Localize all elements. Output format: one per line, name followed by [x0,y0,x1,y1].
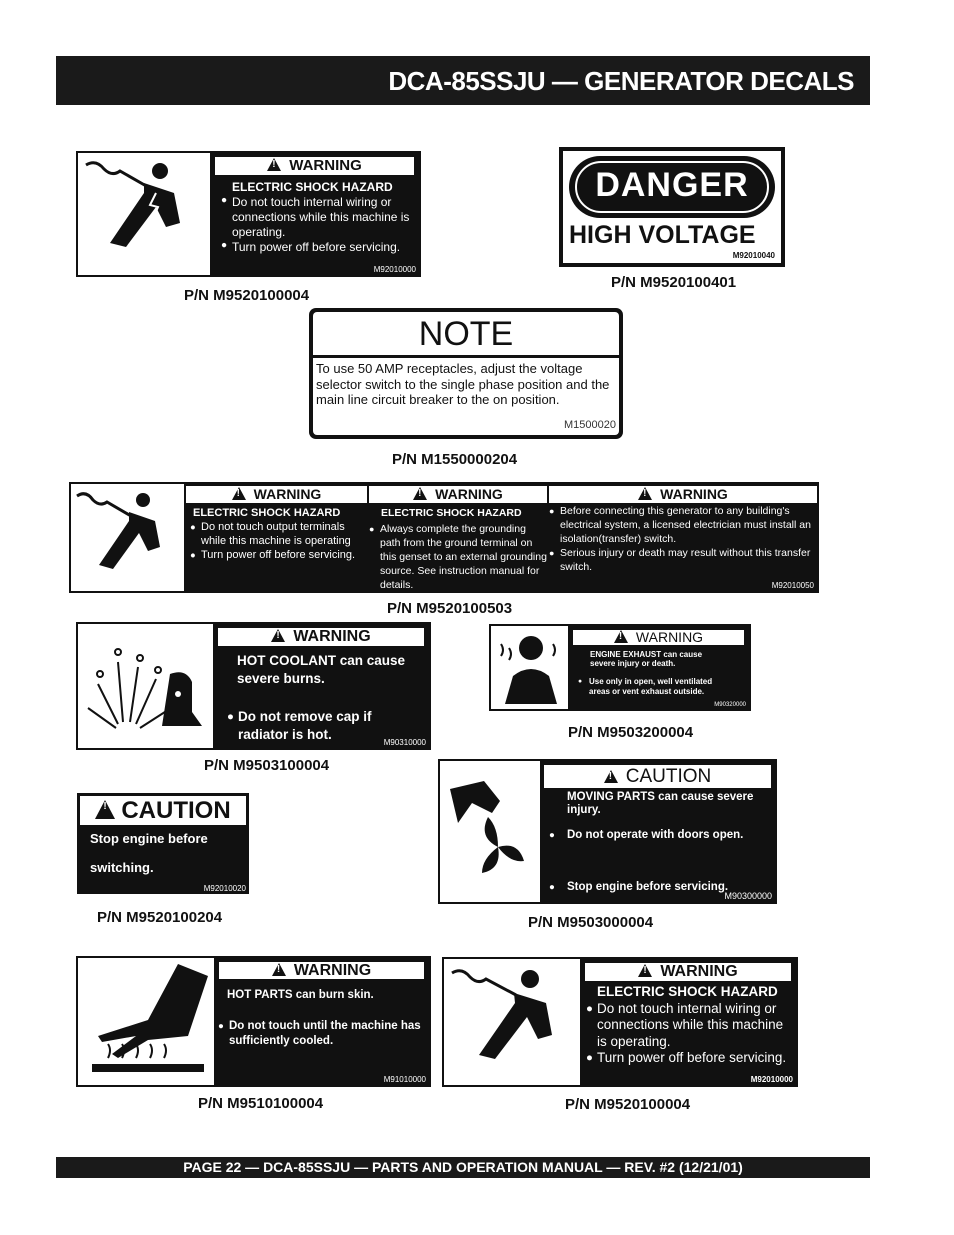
part-number: P/N M9510100004 [198,1095,324,1112]
warning-signal-word: !WARNING [572,629,745,646]
decal-electric-shock-1 [76,151,421,277]
bullet-text: ● Do not remove cap if radiator is hot. [227,708,408,744]
decal-engine-exhaust [489,624,751,711]
warning-signal-word: !WARNING [217,627,425,647]
hazard-title: ELECTRIC SHOCK HAZARD [381,507,522,519]
bullet-text: ● Do not touch output terminals while this machine is operating [190,520,365,548]
decal-moving-parts [438,759,777,904]
electric-shock-pictogram-icon [71,484,184,591]
decal-code: M90300000 [724,891,772,901]
bullet-text: ● Do not touch internal wiring or connections while this machine is operating. [586,1001,793,1051]
caution-signal-word: !CAUTION [543,764,772,789]
note-body: To use 50 AMP receptacles, adjust the voltage selector switch to the single phase position and the main line circuit breaker to the on position. [316,361,610,407]
bullet-text: ● Turn power off before servicing. [586,1050,793,1067]
decal-electric-shock-2 [442,957,798,1087]
part-number: P/N M9520100004 [565,1096,691,1113]
decal-code: M1500020 [564,419,616,431]
caution-triangle-icon [604,770,618,783]
warning-signal-word: !WARNING [214,156,415,176]
decal-danger-high-voltage [559,147,785,267]
decal-caution-stop-engine [77,793,249,894]
hazard-title: ELECTRIC SHOCK HAZARD [193,507,341,519]
warning-signal-word: !WARNING [584,962,792,982]
part-number: P/N M9503100004 [204,757,330,774]
part-number: P/N M9520100004 [184,287,310,304]
bullet-text: ● Stop engine before servicing. [549,881,747,894]
bullet-text: ● Turn power off before servicing. [190,548,365,562]
electric-shock-pictogram-icon [78,153,210,275]
hazard-title: MOVING PARTS can cause severe injury. [567,791,754,816]
instruction-text: switching. [90,860,154,875]
part-number: P/N M9503000004 [528,914,654,931]
danger-word: DANGER [595,166,749,204]
decal-code: M92010050 [771,581,814,590]
high-voltage-text: HIGH VOLTAGE [569,221,756,249]
warning-signal-word: !WARNING [186,486,367,503]
instruction-text: Stop engine before [90,831,208,846]
bullet-text: ● Always complete the grounding path from the ground terminal on this genset to an external grounding source. See instruction manual for details. [369,522,547,592]
page-header: DCA-85SSJU — GENERATOR DECALS [56,56,870,105]
decal-note [309,308,623,439]
hazard-title: HOT PARTS can burn skin. [227,989,374,1001]
hazard-title: ENGINE EXHAUST can cause severe injury or death. [590,650,703,668]
decal-code: M92010020 [203,884,246,893]
decal-code: M92010000 [373,265,416,274]
bullet-text: ● Serious injury or death may result without this transfer switch. [549,546,817,574]
hand-hot-surface-icon [78,958,214,1085]
part-number: P/N M9520100401 [611,274,737,291]
warning-signal-word: ! WARNING [549,486,817,503]
warning-triangle-icon [267,158,281,171]
warning-signal-word: ! WARNING [369,486,547,503]
warning-triangle-icon [232,487,246,500]
decal-hot-coolant [76,622,431,750]
hot-coolant-spray-icon [78,624,213,748]
warning-triangle-icon [271,629,285,642]
decal-hot-parts [76,956,431,1087]
warning-triangle-icon [614,630,628,643]
part-number: P/N M9503200004 [568,724,694,741]
decal-code: M90310000 [383,738,426,747]
warning-triangle-icon [638,964,652,977]
bullet-text: ● Before connecting this generator to any building's electrical system, a licensed electrician must install an isolation(transfer) switch. [549,504,817,546]
hazard-title: HOT COOLANT can cause severe burns. [237,653,406,686]
bullet-text: ● Do not operate with doors open. [549,829,747,842]
bullet-text: ● Do not touch internal wiring or connections while this machine is operating. [221,195,411,240]
warning-triangle-icon [638,487,652,500]
electric-shock-pictogram-icon [444,959,580,1085]
part-number: P/N M9520100204 [97,909,223,926]
warning-signal-word: !WARNING [218,961,425,980]
bullet-text: ● Use only in open, well ventilated areas or vent exhaust outside. [578,677,714,696]
exhaust-fumes-person-icon [491,626,568,709]
decal-code: M92010000 [750,1075,793,1084]
warning-triangle-icon [413,487,427,500]
caution-triangle-icon [95,800,115,819]
hand-fan-blade-icon [440,761,540,902]
decal-triple-warning [69,482,819,593]
caution-signal-word: !CAUTION [80,796,246,825]
note-title: NOTE [418,315,514,353]
bullet-text: ● Turn power off before servicing. [221,240,411,255]
decal-code: M90320000 [714,702,746,708]
decal-code: M91010000 [383,1075,426,1084]
hazard-title: ELECTRIC SHOCK HAZARD [232,180,393,194]
hazard-title: ELECTRIC SHOCK HAZARD [597,984,778,999]
warning-triangle-icon [272,963,286,976]
decal-code: M92010040 [732,251,775,260]
part-number: P/N M9520100503 [387,600,513,617]
bullet-text: ● Do not touch until the machine has sufficiently cooled. [218,1019,431,1049]
page-footer: PAGE 22 — DCA-85SSJU — PARTS AND OPERATION MANUAL — REV. #2 (12/21/01) [56,1157,870,1178]
part-number: P/N M1550000204 [392,451,518,468]
